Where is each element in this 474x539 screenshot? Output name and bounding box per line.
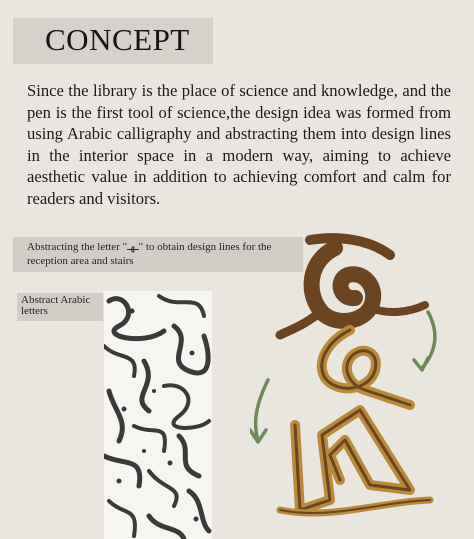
concept-paragraph: Since the library is the place of science and knowledge, and the pen is the first tool of science,the design idea was formed from using Arabic calligraphy and abstracting them into design lines in the interior space in a modern way, aiming to achieve aesthetic value in addition to achieving comfort and calm for readers and visitors. (27, 81, 451, 208)
caption-abstract-letters: Abstract Arabic letters (21, 294, 91, 317)
calligraphy-pattern-image (104, 291, 212, 539)
page-title: CONCEPT (45, 22, 190, 57)
abstract-geometric-lines (280, 410, 430, 513)
caption-letter-abstraction: Abstracting the letter "ـهـ" to obtain design lines for the reception area and stairs (27, 241, 272, 267)
abstract-loop-middle (322, 330, 410, 405)
arrow-down-left-icon (250, 380, 268, 442)
letter-abstraction-diagram (250, 230, 474, 530)
calligraphy-letter-ha (280, 238, 425, 335)
arrow-down-right-icon (414, 312, 435, 370)
